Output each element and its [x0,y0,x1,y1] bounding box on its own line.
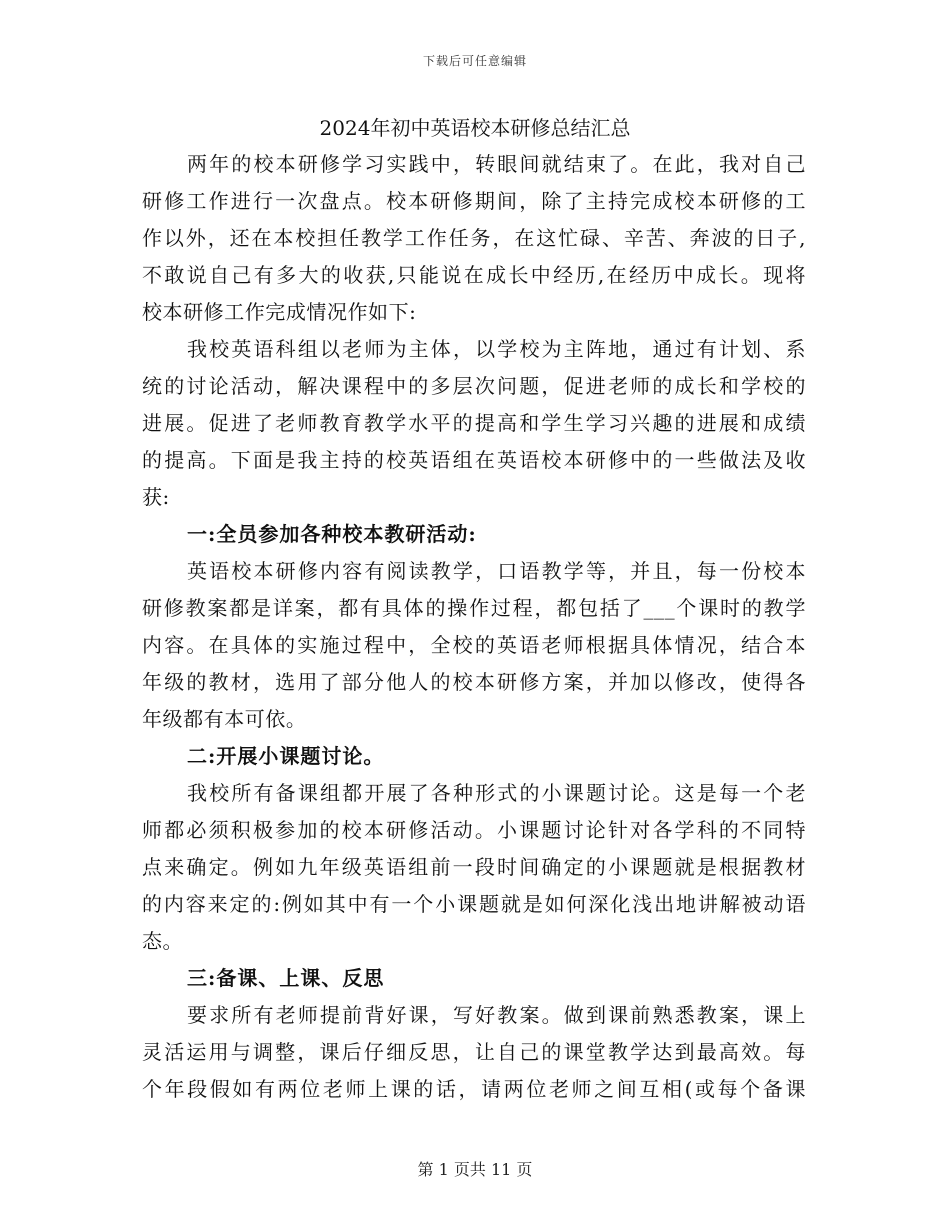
section-heading-3: 三:备课、上课、反思 [187,966,385,990]
paragraph-line: 我校所有备课组都开展了各种形式的小课题讨论。这是每一个老 [187,781,806,805]
paragraph-line: 的提高。下面是我主持的校英语组在英语校本研修中的一些做法及收 [142,448,806,472]
paragraph-line: 内容。在具体的实施过程中，全校的英语老师根据具体情况，结合本 [142,633,806,657]
paragraph-line: 师都必须积极参加的校本研修活动。小课题讨论针对各学科的不同特 [142,818,806,842]
page-footer: 第 1 页共 11 页 [417,1160,533,1179]
paragraph-line: 英语校本研修内容有阅读教学，口语教学等，并且，每一份校本 [187,559,806,583]
paragraph-line: 的内容来定的:例如其中有一个小课题就是如何深化浅出地讲解被动语 [142,892,806,916]
paragraph-line: 点来确定。例如九年级英语组前一段时间确定的小课题就是根据教材 [142,855,806,879]
paragraph-line: 不敢说自己有多大的收获,只能说在成长中经历,在经历中成长。现将 [142,263,806,287]
header-note: 下载后可任意编辑 [422,54,527,68]
paragraph-line: 进展。促进了老师教育教学水平的提高和学生学习兴趣的进展和成绩 [142,411,806,435]
document-body [142,146,806,1108]
paragraph-line: 要求所有老师提前背好课，写好教案。做到课前熟悉教案，课上 [187,1003,806,1027]
paragraph-line: 灵活运用与调整，课后仔细反思，让自己的课堂教学达到最高效。每 [142,1040,806,1064]
paragraph-line: 我校英语科组以老师为主体，以学校为主阵地，通过有计划、系 [187,337,806,361]
paragraph-line: 个年段假如有两位老师上课的话，请两位老师之间互相(或每个备课 [142,1077,806,1101]
section-heading-1: 一:全员参加各种校本教研活动: [187,522,477,546]
paragraph-line: 作以外，还在本校担任教学工作任务，在这忙碌、辛苦、奔波的日子, [142,226,806,250]
paragraph-line: 年级都有本可依。 [142,707,307,731]
paragraph-line: 校本研修工作完成情况作如下: [142,300,417,324]
document-title: 2024年初中英语校本研修总结汇总 [319,116,631,140]
paragraph-line: 研修教案都是详案，都有具体的操作过程，都包括了___个课时的教学 [142,596,806,620]
paragraph-line: 统的讨论活动，解决课程中的多层次问题，促进老师的成长和学校的 [142,374,806,398]
paragraph-line: 态。 [142,929,184,953]
paragraph-line: 两年的校本研修学习实践中，转眼间就结束了。在此，我对自己 [187,152,806,176]
section-heading-2: 二:开展小课题讨论。 [187,744,385,768]
paragraph-line: 年级的教材，选用了部分他人的校本研修方案，并加以修改，使得各 [142,670,806,694]
paragraph-line: 研修工作进行一次盘点。校本研修期间，除了主持完成校本研修的工 [142,189,806,213]
paragraph-line: 获: [142,485,170,509]
